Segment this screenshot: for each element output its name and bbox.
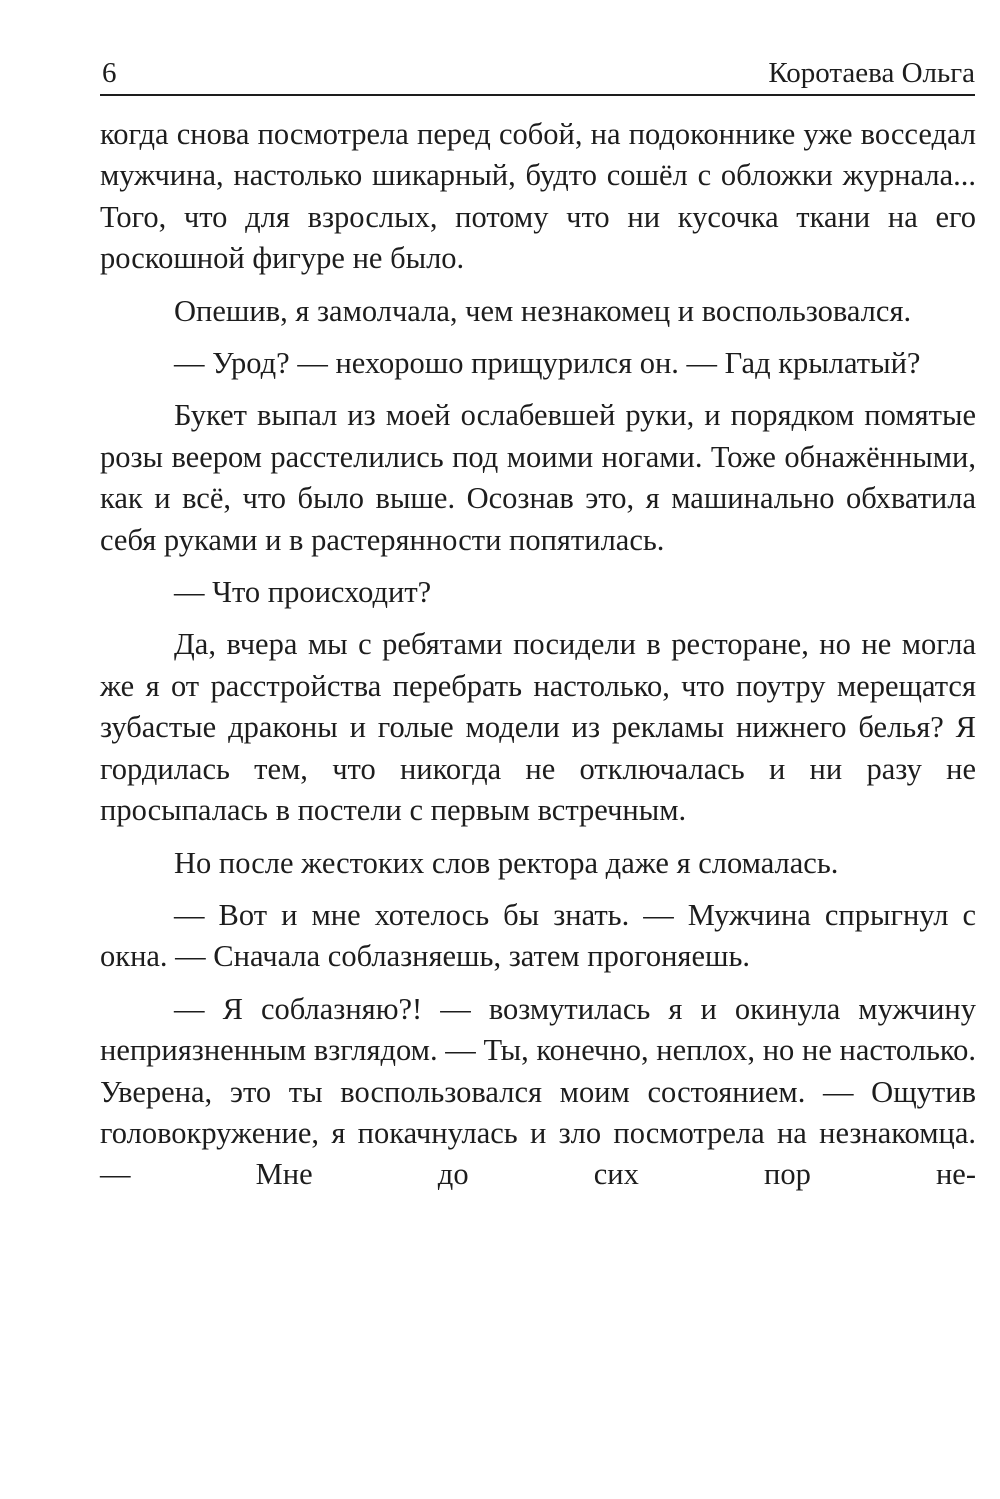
paragraph: Букет выпал из моей ослабевшей руки, и порядком помятые розы веером расстелились под моими ногами. Тоже обнажёнными, как и всё, что было выше. Осознав это, я машинально обхватила себя руками и в растерянности попятилась. (100, 398, 976, 557)
paragraph: — Я соблазняю?! — возмутилась я и окинула мужчину неприязненным взглядом. — Ты, конечно, неплох, но не настолько. Уверена, это ты воспользовался моим состоянием. — Ощутив головокружение, я покачнулась и зло посмотрела на незнакомца. — Мне до сих пор не- (100, 991, 976, 1192)
body-text (100, 114, 976, 1207)
page-number: 6 (102, 57, 117, 89)
paragraph: Да, вчера мы с ребятами посидели в ресторане, но не могла же я от расстройства перебрать настолько, что поутру мерещатся зубастые драконы и голые модели из рекламы нижнего белья? Я гордилась тем, что никогда не отключалась и ни разу не просыпалась в постели с первым встречным. (100, 627, 976, 828)
paragraph: — Что происходит? (174, 575, 432, 610)
running-header (100, 54, 975, 92)
paragraph: — Вот и мне хотелось бы знать. — Мужчина спрыгнул с окна. — Сначала соблазняешь, затем прогоняешь. (100, 897, 976, 974)
paragraph: Опешив, я замолчала, чем незнакомец и воспользовался. (174, 293, 912, 328)
header-rule (100, 94, 975, 96)
paragraph: когда снова посмотрела перед собой, на подоконнике уже восседал мужчина, настолько шикарный, будто сошёл с обложки журнала... Того, что для взрослых, потому что ни кусочка ткани на его роскошной фигуре не было. (100, 117, 976, 276)
paragraph: — Урод? — нехорошо прищурился он. — Гад крылатый? (174, 346, 921, 381)
author-name: Коротаева Ольга (768, 57, 975, 89)
paragraph: Но после жестоких слов ректора даже я сломалась. (174, 845, 839, 880)
